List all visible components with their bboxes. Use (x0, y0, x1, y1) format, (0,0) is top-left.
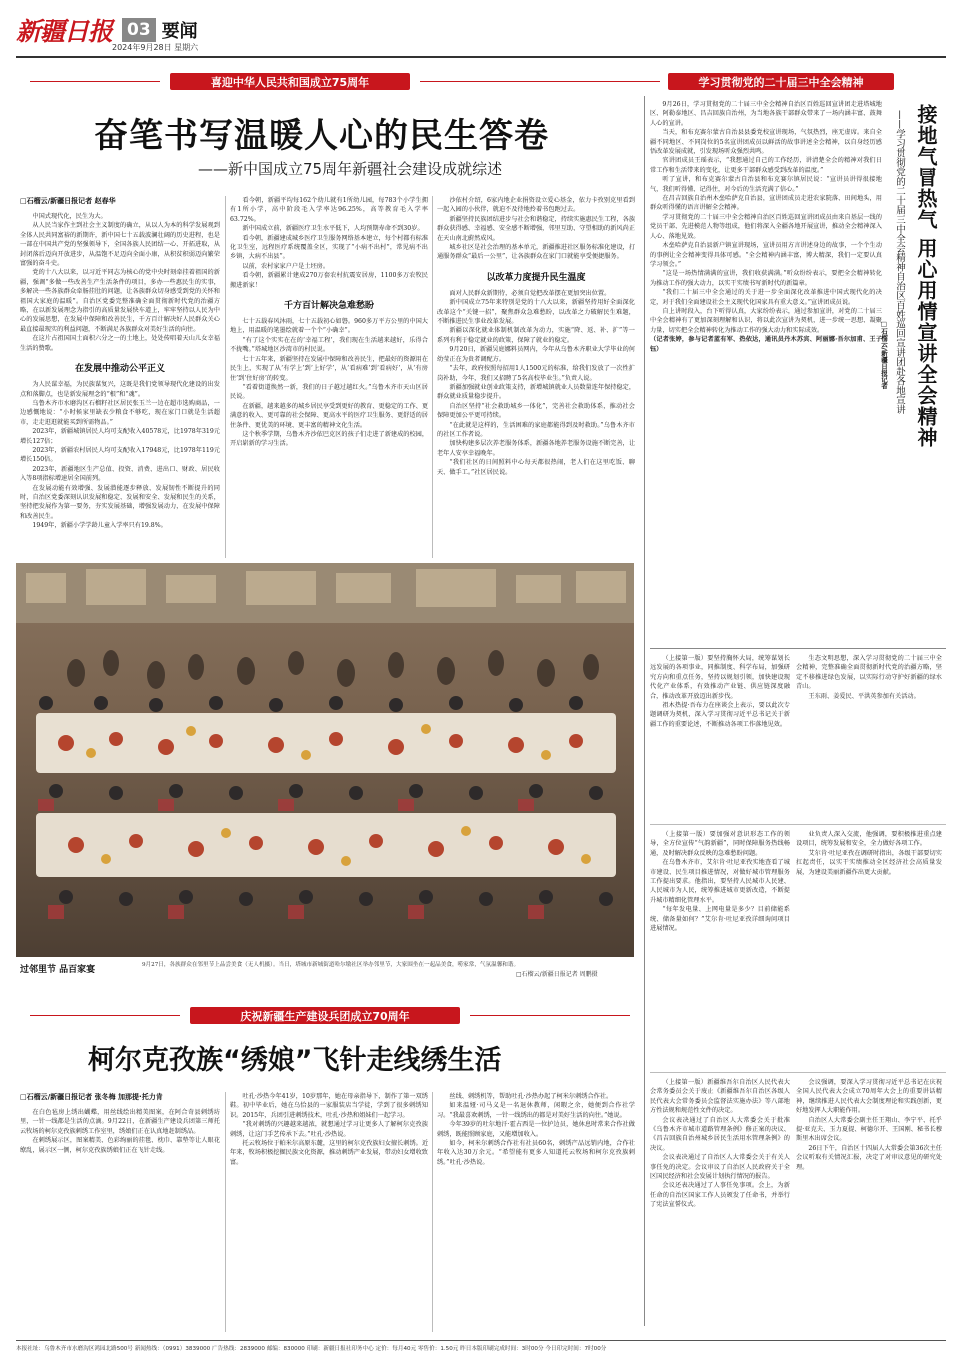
paragraph: 在白色毡房上绣出蝴蝶，用丝线绘出精美图案，在阿合奇县刺绣坊里，一针一线都是生活的点滴。9月22日，在新疆生产建设兵团第三师托云牧场的柯尔克孜族刺绣工作室里，绣娘们正在认真地赶制绣品。 (20, 1109, 220, 1135)
paragraph: 在发展动能有效增强、发展潜能逐步释放、发展韧性不断提升的同时，自治区党委深刻认识发展和稳定、发展和安全、发展和民生的关系，坚持把发展作为第一要务，夯实发展基础，增强发展动力，在发展中保障和改善民生。 (20, 484, 220, 520)
paragraph: “我们社区的日间照料中心每天都很热闹，老人们在这里吃饭、聊天、做手工。”社区居民说。 (437, 459, 635, 476)
banner-plenum: 学习贯彻党的二十届三中全会精神 (668, 73, 894, 90)
section-subtitle: 在发展中推动公平正义 (74, 364, 165, 375)
paragraph: 1949年，新疆小学学龄儿童入学率只有19.8%。 (32, 522, 167, 530)
paragraph: “这是一场热情满满的宣讲，我们收获满满。”听众纷纷表示，要把全会精神转化为推动工作的强大动力，以实干实绩书写新时代的新篇章。 (650, 270, 882, 287)
paragraph: 会议表决通过了自治区人大常委会关于批准《乌鲁木齐市城市道路管理条例》修正案的决议、《昌吉回族自治州城乡居民生活用水管理条例》的决议。 (650, 1116, 790, 1152)
paragraph: 当天，和布克赛尔蒙古自治县县委党校宣讲现场，气氛热烈，座无虚席。来自全疆不同地区、不同岗位的5名宣讲团成员以鲜活的故事讲述全会精神，以自身经历感悟改革发展成就，引发现场听众强烈共鸣。 (650, 129, 882, 156)
banner-rule-right (420, 81, 660, 82)
paragraph: 七十五年来，新疆坚持在发展中保障和改善民生，把最好的资源用在民生上，实现了从‘有学上’到‘上好学’，从‘看病难’到‘看病好’，从‘有房住’到‘住好房’的转变。 (230, 355, 428, 382)
section-subtitle: 千方百计解决急难愁盼 (283, 301, 374, 312)
paragraph: 官讲团成员王瑶表示，“我想通过自己的工作经历，讲清楚全会的精神对我们日常工作和生活带来的变化，让更多干部群众感受到改革的温度。” (650, 157, 882, 174)
paragraph: 在刺绣展示区，图案精美、色彩绚丽的挂毯、枕巾、靠垫等让人眼花缭乱，展示区一侧，柯尔克孜族绣娘们正在飞针走线。 (20, 1137, 220, 1154)
paragraph: 加快构建多层次养老服务体系，新疆各地养老服务设施不断完善，让老年人安享幸福晚年。 (437, 440, 635, 457)
paragraph: 会议还表决通过了人事任免事项。会上，为新任命的自治区国家工作人员颁发了任命书，并举行了宪法宣誓仪式。 (650, 1182, 790, 1209)
paragraph: 吐孔·沙热今年41岁，10岁那年，她在母亲指导下，制作了第一双绣鞋。初中毕业后，她在乌恰县的一家服装店当学徒，学到了很多刺绣知识。2015年，兵团引进刺绣技术，吐孔·沙热和姐妹们一起学习。 (230, 1093, 428, 1119)
section-subtitle: 以改革力度提升民生温度 (486, 272, 586, 283)
paragraph: 如今，柯米尔刺绣合作社有社员60名，刺绣产品远销内地，合作社年收入达30万余元。“希望能有更多人知道托云牧场和柯尔克孜族刺绣。”吐孔·沙热说。 (437, 1140, 635, 1166)
paragraph: （上接第一版）要加强对意识形态工作的领导，全方位宣传“气韵新疆”，同时保障服务热线畅通，及时解决群众反映的急难愁盼问题。 (650, 831, 790, 857)
paragraph: 艾尔肯·吐尼亚孜在调研时指出，各级干部要切实扛起责任，以实干实绩推动全区经济社会高质量发展，为建设美丽新疆作出更大贡献。 (796, 849, 942, 876)
banner-rule-left (30, 1015, 180, 1016)
paragraph: 新疆以深化就业体制机制改革为动力，实施“降、返、补、扩”等一系列有利于稳定就业的政策，保障了就业的稳定。 (437, 327, 635, 344)
paragraph: 2023年，新疆地区生产总值、投资、消费、进出口、财政、居民收入等8项指标增速居全国前列。 (20, 465, 220, 483)
paragraph: （上接第一版）要坚持胸怀大局，统筹谋划长远发展的各项事业，同推制度、科学布局，加强研究方向和重点任务，坚持以规划引领，加快建设现代化产业体系，有效推动产业链、供应链深度融合，推动改革开放迈出新步伐。 (650, 655, 790, 700)
page-divider (644, 96, 645, 1326)
column-divider (225, 1092, 226, 1332)
paragraph: 在昌吉回族自治州木垒哈萨克自治县，宣讲团成员走进农家院落、田间地头，用群众听得懂的语言讲解全会精神。 (650, 195, 882, 212)
paragraph: 祖木热提·吾布力在座谈会上表示，要以此次专题调研为契机，深入学习贯彻习近平总书记关于新疆工作的重要论述，不断推动各项工作落地见效。 (650, 702, 790, 728)
photo-caption: 9月27日，各族群众在邻里节上品尝美食（无人机摄）。当日，塔城市新城街道哈尔墩社区举办邻里节，大家围坐在一起品美食，唠家常，气氛温馨和谐。 (142, 962, 520, 968)
paragraph: “去年，政府按照每招用1人1500元的标准，给我们发放了一次性扩岗补助，今年，我们又招聘了5名高校毕业生。”负责人说。 (437, 365, 635, 382)
banner-rule-right (470, 1015, 630, 1016)
paragraph: 丝线、刺绣机等，帮助吐孔·沙热办起了柯米尔刺绣合作社。 (449, 1093, 613, 1100)
article2-credit: （记者张婷，参与记者蓝有军、热依达，通讯员丹木苏宾、阿丽娜·吾尔加甫、王子钰） (650, 336, 882, 353)
paragraph: 七十五载春风沐雨，七十五载初心如磐。960多万平方公里的中国大地上，用温暖的笔墨绘就着一个个“小确幸”。 (230, 318, 428, 335)
paragraph: 新疆坚持民族团结进步与社会和谐稳定，持续实施惠民生工程，各族群众获得感、幸福感、安全感不断增强，邻里互助、守望相助的新风尚正在天山南北蔚然成风。 (437, 215, 635, 242)
paragraph: 面对人民群众新期待，必须自觉把改革摆在更加突出位置。 (449, 289, 611, 297)
section-title: 要闻 (161, 21, 198, 42)
photo-label: 过邻里节 品百家宴 (20, 965, 96, 975)
feast-photo (16, 563, 634, 957)
paragraph: 如来温娅·司马义是一名退休教师，闲暇之余，她便到合作社学习。“我最喜欢刺绣，一针一线绣出的都是对美好生活的向往。”她说。 (437, 1102, 635, 1119)
paragraph: “我们二十届三中全会通过的关于进一步全面深化改革推进中国式现代化的决定，对于我们全面建设社会主义现代化国家具有重大意义。”宣讲团成员说。 (650, 289, 882, 306)
paragraph: 这个秋季学期，乌鲁木齐沙依巴克区的孩子们走进了新建成的校园，开启崭新的学习生活。 (230, 430, 428, 448)
article2-body (650, 100, 882, 648)
paragraph: 在新疆，越来越多的城乡居民享受到更好的教育、更稳定的工作、更满意的收入、更可靠的社会保障、更高水平的医疗卫生服务、更舒适的居住条件、更优美的环境、更丰富的精神文化生活。 (230, 402, 428, 429)
newspaper-logo: 新疆日报 (16, 17, 113, 46)
section-rule (650, 648, 946, 649)
section-rule (650, 1072, 946, 1073)
article3-block-2 (796, 654, 942, 822)
column-divider (432, 1092, 433, 1332)
article1-column-2 (230, 196, 428, 562)
article1-byline: □石榴云/新疆日报记者 赵春华 (20, 197, 116, 205)
paragraph: 新中国成立前，新疆医疗卫生水平低下，人均预期寿命不到30岁。 (242, 225, 424, 233)
paragraph: 听了宣讲，和布克赛尔蒙古自治县和布克赛尔镇居民说：“宣讲员讲得很接地气，我们听得懂、记得住，对今后的生活充满了信心。” (650, 176, 882, 193)
section-rule (650, 824, 946, 825)
paragraph: “我对刺绣的兴趣越来越浓，就想通过学习让更多人了解柯尔克孜族刺绣，让这门手艺传承下去。”吐孔·沙热说。 (230, 1121, 428, 1138)
paragraph: 2023年，新疆农村居民人均可支配收入17948元，比1978年119元增长150倍。 (20, 446, 220, 464)
article2-byline: □石榴云/新疆日报记者 (880, 320, 888, 389)
paragraph: 9月26日，学习贯彻党的二十届三中全会精神自治区百姓巡回宣讲团走进塔城地区、阿勒泰地区、昌吉回族自治州，为当地各族干部群众带来了一场内涵丰富、鼓舞人心的宣讲。 (650, 101, 882, 127)
feast-photo-image (16, 563, 634, 957)
paragraph: “有了这个实实在在的‘幸福工程’，我们现在生活越来越好，乐得合不拢嘴。”塔城地区沙湾市的村民说。 (230, 336, 428, 354)
column-divider (432, 196, 433, 558)
paragraph: 看今朝，新疆建成城乡医疗卫生服务网络基本建立，每个村都有标准化卫生室，远程医疗系统覆盖全区，实现了“小病不出村”，常见病不出乡镇，大病不出县”。 (230, 234, 428, 261)
article3-block-6 (796, 1078, 942, 1334)
paragraph: 生态文明思想，深入学习贯彻党的二十届三中全会精神，完整准确全面贯彻新时代党的治疆方略，坚定不移推进绿色发展，以实际行动守护好新疆的绿水青山。 (796, 655, 942, 691)
banner-corps: 庆祝新疆生产建设兵团成立70周年 (190, 1007, 460, 1024)
banner-anniversary: 喜迎中华人民共和国成立75周年 (170, 73, 410, 90)
paragraph: 9月20日，新疆吴庭娜料员网内，今年从乌鲁木齐职业大学毕业的何幼莹正在为贵者调配方。 (437, 346, 635, 363)
article4-column-2 (230, 1092, 428, 1334)
article4-headline: 柯尔克孜族“绣娘”飞针走线绣生活 (88, 1045, 502, 1076)
article3-block-5 (650, 1078, 790, 1334)
article4-column-3 (437, 1092, 635, 1334)
paragraph: 2023年，新疆城镇居民人均可支配收入40578元，比1978年319元增长127倍； (20, 428, 220, 445)
paragraph: 从人民当家作主到社会主义制度的确立，从以人为本的科学发展观到全体人民共同富裕的新期许，新中国七十五载波澜壮阔的历史进程，也是一部在中国共产党的坚强领导下，全国各族人民团结一心、开拓进取，从封闭落后迈向开放进步，从温饱不足迈向全面小康，从积贫积弱迈向繁荣富强的奋斗史。 (20, 222, 220, 268)
article3-block-4 (796, 830, 942, 1070)
page-footer: 本报社址：乌鲁木齐市水磨沟区鸿园北路500号 新闻热线：（0991）3839000 广告热线：2839000 邮编：830000 印刷：新疆日报社印务中心 定价：每月40元 零售价：1.50元 昨日本版印刷完成时间：3时00分 今日印完时间：7时00分 (16, 1340, 946, 1352)
paragraph: 在乌鲁木齐市，艾尔肯·吐尼亚孜实地查看了城市建设、民生项目推进情况，对做好城市管理服务工作提出要求。他指出，要坚持人民城市人民建、人民城市为人民，统筹推进城市更新改造，不断提升城市精细化管理水平。 (650, 859, 790, 904)
paragraph: 会议强调，要深入学习贯彻习近平总书记在庆祝全国人民代表大会成立70周年大会上的重要讲话精神，继续推进人民代表大会制度理论和实践创新，更好地发挥人大职能作用。 (796, 1079, 942, 1115)
paragraph: 沙依村介绍，6家内地企业捐资设立爱心基金，依力卡孜别克里看到一起入园的小伙伴，就迫不及待地拎着书包跑过去。 (437, 197, 635, 214)
paragraph: “看着街道焕然一新，我们的日子越过越红火。”乌鲁木齐市天山区居民说。 (230, 383, 428, 401)
paragraph: 党的十八大以来，以习近平同志为核心的党中央时刻牵挂着祖国的新疆，强调“多做一些改善生产生活条件的项目，多办一些惠民生的实事，多解决一些各族群众牵肠挂肚的问题，让各族群众切身感受到党的关怀和祖国大家庭的温暖”。自治区党委完整准确全面贯彻新时代党的治疆方略，在以新发展理念为指引的高质量发展快车道上，牢牢坚持以人民为中心的发展思想，在发展中保障和改善民生，千方百计解决好人民群众关心最直接最现实的利益问题，不断满足各族群众对美好生活的向往。 (20, 269, 220, 333)
paragraph: 木垒哈萨克自治县新户镇宣讲现场，宣讲员用方言讲述身边的故事，一个个生动的事例让全会精神变得具体可感。“全会精神内涵丰富，博大精深，我们一定要认真学习领会。” (650, 242, 882, 268)
paragraph: 中国式现代化，民生为大。 (32, 213, 107, 220)
paragraph: 新中国成立75年来特别是党的十八大以来，新疆坚持用好全面深化改革这个“关键一招”，聚焦群众急难愁盼，以改革之力破解民生难题，不断推进民生事业改革发展。 (437, 299, 635, 326)
paragraph: 26日下午，自治区十四届人大常委会第36次主任会议听取有关情况汇报，决定了对审议意见的研究处理。 (796, 1144, 942, 1171)
article1-subhead: ——新中国成立75周年新疆社会建设成就综述 (198, 160, 503, 178)
paragraph: 业负责人深入交流，他强调，要积极推进重点建设项目，统筹发展和安全，全力做好各项工作。 (796, 831, 942, 848)
article1-headline: 奋笔书写温暖人心的民生答卷 (94, 116, 549, 156)
paragraph: 为人民谋幸福，为民族谋复兴，这既是我们党领导现代化建设的出发点和落脚点，也是新发展理念的“根”和“魂”。 (20, 381, 220, 398)
article2-vertical-title: 接地气冒热气 用心用情宣讲全会精神 (914, 104, 938, 448)
paragraph: （上接第一版）新疆维吾尔自治区人民代表大会常务委员会关于废止《新疆维吾尔自治区各级人民代表大会常务委员会监督法实施办法》等八部地方性法规和规范性文件的决定。 (650, 1079, 790, 1115)
paragraph: 以前，农村家家户户是土坯房。 (242, 262, 330, 270)
page-number: 03 (122, 18, 156, 42)
banner-rule-left (30, 81, 160, 82)
paragraph: 学习贯彻党的二十届三中全会精神自治区百姓巡回宣讲团成员由来自基层一线的党员干部、先进模范人物等组成，他们将深入全疆各地开展宣讲，推动全会精神深入人心、落地见效。 (650, 213, 882, 240)
paragraph: 看今朝，新疆平均每162个幼儿就有1所幼儿园，每783个小学生拥有1所小学，高中阶段毛入学率达96.25%，高等教育毛入学率63.72%。 (230, 197, 428, 223)
article1-column-1 (20, 212, 220, 562)
paragraph: 新疆加强就业创业政策支持，新增城镇就业人员数量连年保持稳定，群众就业质量稳步提升。 (437, 383, 635, 401)
paragraph: “在此就是这样的，生活困难的家庭都能得到及时救助。”乌鲁木齐市的社区工作者说。 (437, 421, 635, 438)
masthead-rule (16, 56, 946, 58)
photo-credit: □石榴云/新疆日报记者 周鹏摄 (516, 971, 598, 978)
issue-date: 2024年9月28日 星期六 (112, 43, 199, 52)
article4-column-1 (20, 1108, 220, 1334)
article1-column-3 (437, 196, 635, 562)
paragraph: 在这片占祖国国土面积六分之一的土地上，处处传唱着天山儿女幸福生活的赞歌。 (20, 335, 220, 352)
paragraph: “每年发电量、上网电量是多少？目前储能系统、储备量如何？”艾尔肯·吐尼亚孜详细询问项目进展情况。 (650, 906, 790, 933)
paragraph: 今年39岁的吐尔地汗·霍占西是一位护边员，她休息时常来合作社做刺绣，既能照顾家庭，又能增加收入。 (437, 1121, 635, 1138)
paragraph: 城乡社区是社会治理的基本单元，新疆推进社区服务标准化建设，打通服务群众“最后一公里”，让各族群众在家门口就能享受便捷服务。 (437, 244, 635, 261)
paragraph: 乌鲁木齐市水磨沟区石榴籽社区居民张玉兰一边在超市选购商品，一边感慨地说：“小时候家里缺衣少粮食不够吃，现在家门口就是生活超市，走走逛逛就能买到所需物品。” (20, 399, 220, 426)
article4-byline: □石榴云/新疆日报记者 张冬梅 加那提·托力肯 (20, 1093, 163, 1101)
article3-block-1 (650, 654, 790, 822)
paragraph: 王东雨、姜爱民、平洪英参加有关活动。 (808, 692, 920, 700)
paragraph: 会议表决通过了自治区人大常委会关于有关人事任免的决定。会议审议了自治区人民政府关于全区国民经济和社会发展计划执行情况的报告。 (650, 1154, 790, 1181)
column-divider (225, 196, 226, 558)
paragraph: 看今朝，新疆累计建成270万套农村抗震安居房，1100多万农牧民搬进新家！ (230, 272, 428, 289)
paragraph: 托云牧场位于帕米尔高原东麓，这里的柯尔克孜族妇女擅长刺绣。近年来，牧场积极挖掘民族文化资源，推动刺绣产业发展，带动妇女增收致富。 (230, 1140, 428, 1166)
article2-vertical-subtitle: ——学习贯彻党的二十届三中全会精神自治区百姓巡回宣讲团赴各地宣讲 (894, 110, 905, 414)
paragraph: 自上讲时段入，台下听得认真，大家纷纷表示，通过参加宣讲，对党的二十届三中全会精神有了更加深刻理解和认识，将以此次宣讲为契机，进一步统一思想、凝聚力量，切实把全会精神转化为推动工作的强大动力和实际成效。 (650, 307, 882, 334)
article3-block-3 (650, 830, 790, 1070)
paragraph: 自治区人大常委会副主任王翔山、李宁平、托乎提·亚克夫、玉力夏提、柯德尔开、王国刚、秘书长穆斯里木出席会议。 (796, 1116, 942, 1143)
paragraph: 自治区坚持“社会救助城乡一体化”，完善社会救助体系，推动社会保障更加公平更可持续。 (437, 402, 635, 420)
